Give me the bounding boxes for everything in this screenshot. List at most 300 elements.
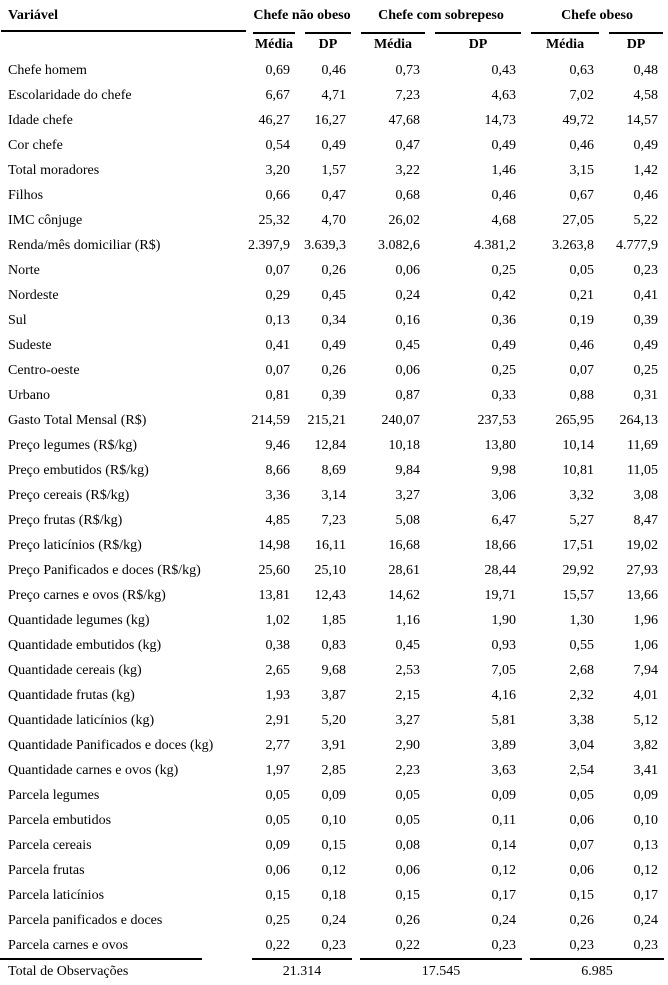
- value-cell: 19,02: [626, 537, 659, 553]
- value-cell: 0,49: [321, 137, 347, 153]
- value-cell: 3,87: [321, 687, 347, 703]
- value-cell: 29,92: [562, 562, 595, 578]
- value-cell: 1,90: [491, 612, 517, 628]
- value-cell: 0,49: [491, 337, 517, 353]
- table-row: [0, 533, 668, 558]
- value-cell: 0,08: [395, 837, 421, 853]
- value-cell: 0,29: [265, 287, 290, 303]
- variable-label: Centro-oeste: [8, 362, 80, 378]
- value-cell: 0,68: [395, 187, 421, 203]
- value-cell: 0,67: [569, 187, 595, 203]
- value-cell: 0,25: [633, 362, 659, 378]
- variable-label: Idade chefe: [8, 112, 73, 128]
- value-cell: 27,93: [626, 562, 659, 578]
- table-row: [0, 908, 668, 933]
- table-row: [0, 758, 668, 783]
- value-cell: 0,12: [321, 862, 347, 878]
- value-cell: 13,80: [484, 437, 517, 453]
- value-cell: 0,46: [569, 337, 595, 353]
- value-cell: 17,51: [562, 537, 595, 553]
- value-cell: 240,07: [381, 412, 421, 428]
- value-cell: 0,54: [265, 137, 290, 153]
- value-cell: 0,17: [491, 887, 517, 903]
- value-cell: 0,09: [633, 787, 659, 803]
- value-cell: 0,31: [633, 387, 659, 403]
- value-cell: 4.381,2: [474, 237, 517, 253]
- value-cell: 14,62: [388, 587, 421, 603]
- value-cell: 7,02: [569, 87, 595, 103]
- value-cell: 0,15: [321, 837, 347, 853]
- variable-label: Quantidade carnes e ovos (kg): [8, 762, 179, 778]
- subheader-dp-1: DP: [300, 32, 356, 58]
- value-cell: 1,85: [321, 612, 347, 628]
- value-cell: 5,81: [491, 712, 517, 728]
- value-cell: 14,98: [258, 537, 290, 553]
- value-cell: 265,95: [555, 412, 595, 428]
- value-cell: 13,81: [258, 587, 290, 603]
- table-row: [0, 458, 668, 483]
- value-cell: 1,06: [633, 637, 659, 653]
- value-cell: 0,22: [395, 937, 421, 953]
- value-cell: 2,90: [395, 737, 421, 753]
- value-cell: 0,07: [569, 837, 595, 853]
- value-cell: 0,93: [491, 637, 517, 653]
- value-cell: 4,70: [321, 212, 347, 228]
- value-cell: 0,06: [265, 862, 290, 878]
- value-cell: 7,23: [395, 87, 421, 103]
- value-cell: 2,68: [569, 662, 595, 678]
- value-cell: 4,68: [491, 212, 517, 228]
- value-cell: 2,23: [395, 762, 421, 778]
- value-cell: 2,32: [569, 687, 595, 703]
- observations-label: Total de Observações: [0, 958, 248, 985]
- value-cell: 0,12: [491, 862, 517, 878]
- value-cell: 28,61: [388, 562, 421, 578]
- value-cell: 0,47: [321, 187, 347, 203]
- variable-label: Filhos: [8, 187, 44, 203]
- value-cell: 3,08: [633, 487, 659, 503]
- value-cell: 2,53: [395, 662, 421, 678]
- value-cell: 47,68: [388, 112, 421, 128]
- value-cell: 3,89: [491, 737, 517, 753]
- variable-label: Gasto Total Mensal (R$): [8, 412, 147, 428]
- value-cell: 9,98: [491, 462, 517, 478]
- value-cell: 3,27: [395, 487, 421, 503]
- value-cell: 0,21: [569, 287, 595, 303]
- value-cell: 0,06: [569, 862, 595, 878]
- value-cell: 0,09: [491, 787, 517, 803]
- value-cell: 0,14: [491, 837, 517, 853]
- table-row: [0, 208, 668, 233]
- value-cell: 0,49: [633, 137, 659, 153]
- value-cell: 28,44: [484, 562, 517, 578]
- value-cell: 3,15: [569, 162, 595, 178]
- value-cell: 26,02: [388, 212, 421, 228]
- value-cell: 0,11: [492, 812, 517, 828]
- value-cell: 0,12: [633, 862, 659, 878]
- value-cell: 0,45: [395, 337, 421, 353]
- group-header-obeso: Chefe obeso: [561, 8, 633, 23]
- value-cell: 8,69: [321, 462, 347, 478]
- value-cell: 0,63: [569, 62, 595, 78]
- table-row: [0, 108, 668, 133]
- value-cell: 8,66: [265, 462, 290, 478]
- variable-label: Quantidade Panificados e doces (kg): [8, 737, 214, 753]
- value-cell: 3.082,6: [378, 237, 421, 253]
- table-row: [0, 633, 668, 658]
- value-cell: 1,57: [321, 162, 347, 178]
- value-cell: 0,06: [395, 262, 421, 278]
- value-cell: 25,10: [314, 562, 347, 578]
- value-cell: 0,25: [265, 912, 290, 928]
- value-cell: 3,04: [569, 737, 595, 753]
- value-cell: 0,48: [633, 62, 659, 78]
- value-cell: 5,27: [569, 512, 595, 528]
- value-cell: 2,91: [265, 712, 290, 728]
- value-cell: 0,22: [265, 937, 290, 953]
- value-cell: 3,22: [395, 162, 421, 178]
- variable-label: Preço Panificados e doces (R$/kg): [8, 562, 201, 578]
- value-cell: 10,18: [388, 437, 421, 453]
- observations-row: [0, 958, 668, 985]
- variable-label: Parcela laticínios: [8, 887, 105, 903]
- value-cell: 11,69: [627, 437, 659, 453]
- value-cell: 0,34: [321, 312, 347, 328]
- variable-label: Preço frutas (R$/kg): [8, 512, 123, 528]
- variable-label: Preço laticínios (R$/kg): [8, 537, 142, 553]
- value-cell: 0,18: [321, 887, 347, 903]
- observations-count-obeso: 6.985: [526, 958, 668, 985]
- table-row: [0, 933, 668, 958]
- value-cell: 4.777,9: [616, 237, 659, 253]
- value-cell: 2,77: [265, 737, 290, 753]
- value-cell: 0,39: [633, 312, 659, 328]
- table-row: [0, 883, 668, 908]
- value-cell: 0,23: [321, 937, 347, 953]
- value-cell: 264,13: [619, 412, 659, 428]
- value-cell: 215,21: [307, 412, 347, 428]
- value-cell: 0,46: [569, 137, 595, 153]
- value-cell: 15,57: [562, 587, 595, 603]
- value-cell: 0,41: [265, 337, 290, 353]
- variable-label: Quantidade cereais (kg): [8, 662, 142, 678]
- value-cell: 5,08: [395, 512, 421, 528]
- value-cell: 2,65: [265, 662, 290, 678]
- value-cell: 0,06: [395, 362, 421, 378]
- value-cell: 3.263,8: [552, 237, 595, 253]
- subheader-dp-3: DP: [604, 32, 668, 58]
- value-cell: 0,23: [569, 937, 595, 953]
- value-cell: 14,57: [626, 112, 659, 128]
- variable-label: Parcela panificados e doces: [8, 912, 163, 928]
- variable-label: Quantidade embutidos (kg): [8, 637, 162, 653]
- value-cell: 4,71: [321, 87, 347, 103]
- variable-label: Parcela cereais: [8, 837, 92, 853]
- subheader-row: [0, 32, 668, 58]
- table-row: [0, 283, 668, 308]
- variable-label: Total moradores: [8, 162, 100, 178]
- value-cell: 3,91: [321, 737, 347, 753]
- variable-label: Parcela carnes e ovos: [8, 937, 129, 953]
- value-cell: 0,09: [265, 837, 290, 853]
- value-cell: 0,23: [633, 937, 659, 953]
- value-cell: 0,73: [395, 62, 421, 78]
- value-cell: 0,88: [569, 387, 595, 403]
- value-cell: 1,93: [265, 687, 290, 703]
- value-cell: 0,38: [265, 637, 290, 653]
- value-cell: 0,15: [265, 887, 290, 903]
- value-cell: 0,07: [265, 262, 290, 278]
- value-cell: 1,16: [395, 612, 421, 628]
- value-cell: 0,43: [491, 62, 517, 78]
- value-cell: 3,41: [633, 762, 659, 778]
- value-cell: 25,32: [258, 212, 290, 228]
- value-cell: 0,26: [569, 912, 595, 928]
- value-cell: 0,46: [321, 62, 347, 78]
- value-cell: 0,42: [491, 287, 517, 303]
- value-cell: 4,16: [491, 687, 517, 703]
- value-cell: 1,96: [633, 612, 659, 628]
- value-cell: 9,84: [395, 462, 421, 478]
- value-cell: 0,17: [633, 887, 659, 903]
- group-header-row: [0, 0, 668, 32]
- value-cell: 0,87: [395, 387, 421, 403]
- value-cell: 0,07: [265, 362, 290, 378]
- variable-label: Parcela legumes: [8, 787, 100, 803]
- variable-label: Nordeste: [8, 287, 59, 303]
- value-cell: 1,02: [265, 612, 290, 628]
- value-cell: 46,27: [258, 112, 290, 128]
- value-cell: 0,07: [569, 362, 595, 378]
- observations-count-nao-obeso: 21.314: [248, 958, 356, 985]
- table-row: [0, 333, 668, 358]
- value-cell: 3,82: [633, 737, 659, 753]
- value-cell: 0,23: [491, 937, 517, 953]
- table-row: [0, 408, 668, 433]
- value-cell: 14,73: [484, 112, 517, 128]
- table-row: [0, 233, 668, 258]
- table-row: [0, 808, 668, 833]
- value-cell: 0,05: [395, 787, 421, 803]
- value-cell: 0,41: [633, 287, 659, 303]
- value-cell: 12,84: [314, 437, 347, 453]
- variable-label: Preço embutidos (R$/kg): [8, 462, 149, 478]
- table-row: [0, 158, 668, 183]
- value-cell: 0,47: [395, 137, 421, 153]
- value-cell: 0,13: [633, 837, 659, 853]
- value-cell: 4,63: [491, 87, 517, 103]
- variable-label: Preço cereais (R$/kg): [8, 487, 130, 503]
- value-cell: 12,43: [314, 587, 347, 603]
- value-cell: 0,49: [321, 337, 347, 353]
- value-cell: 4,58: [633, 87, 659, 103]
- value-cell: 10,14: [562, 437, 595, 453]
- value-cell: 0,26: [321, 262, 347, 278]
- value-cell: 0,45: [321, 287, 347, 303]
- value-cell: 3,06: [491, 487, 517, 503]
- value-cell: 0,05: [265, 812, 290, 828]
- value-cell: 0,05: [395, 812, 421, 828]
- value-cell: 0,39: [321, 387, 347, 403]
- value-cell: 0,06: [569, 812, 595, 828]
- value-cell: 0,25: [491, 262, 517, 278]
- table-row: [0, 133, 668, 158]
- table-row: [0, 708, 668, 733]
- value-cell: 0,66: [265, 187, 290, 203]
- value-cell: 8,47: [633, 512, 659, 528]
- variable-label: Urbano: [8, 387, 50, 403]
- value-cell: 0,10: [633, 812, 659, 828]
- value-cell: 2.397,9: [248, 237, 290, 253]
- table-row: [0, 183, 668, 208]
- value-cell: 6,47: [491, 512, 517, 528]
- value-cell: 6,67: [265, 87, 290, 103]
- value-cell: 0,10: [321, 812, 347, 828]
- table-row: [0, 308, 668, 333]
- value-cell: 0,55: [569, 637, 595, 653]
- table-row: [0, 508, 668, 533]
- value-cell: 0,19: [569, 312, 595, 328]
- value-cell: 49,72: [562, 112, 595, 128]
- variable-label: Parcela frutas: [8, 862, 85, 878]
- value-cell: 0,24: [491, 912, 517, 928]
- value-cell: 0,05: [569, 262, 595, 278]
- value-cell: 3,20: [265, 162, 290, 178]
- value-cell: 0,26: [395, 912, 421, 928]
- value-cell: 5,12: [633, 712, 659, 728]
- value-cell: 16,27: [314, 112, 347, 128]
- table-row: [0, 383, 668, 408]
- table-row: [0, 558, 668, 583]
- value-cell: 2,54: [569, 762, 595, 778]
- value-cell: 0,15: [569, 887, 595, 903]
- value-cell: 2,85: [321, 762, 347, 778]
- value-cell: 0,24: [395, 287, 421, 303]
- value-cell: 13,66: [626, 587, 659, 603]
- value-cell: 0,46: [491, 187, 517, 203]
- value-cell: 214,59: [251, 412, 290, 428]
- table-row: [0, 683, 668, 708]
- value-cell: 0,36: [491, 312, 517, 328]
- table-row: [0, 833, 668, 858]
- table-row: [0, 658, 668, 683]
- value-cell: 3,14: [321, 487, 347, 503]
- value-cell: 0,46: [633, 187, 659, 203]
- table-row: [0, 258, 668, 283]
- variable-label: Quantidade laticínios (kg): [8, 712, 155, 728]
- value-cell: 10,81: [562, 462, 595, 478]
- value-cell: 16,11: [315, 537, 347, 553]
- subheader-media-3: Média: [526, 32, 604, 58]
- table-footer: [0, 958, 668, 985]
- value-cell: 3,63: [491, 762, 517, 778]
- value-cell: 5,22: [633, 212, 659, 228]
- table-row: [0, 83, 668, 108]
- value-cell: 0,05: [569, 787, 595, 803]
- table-header: [0, 0, 668, 58]
- value-cell: 0,05: [265, 787, 290, 803]
- value-cell: 0,49: [633, 337, 659, 353]
- value-cell: 3.639,3: [304, 237, 347, 253]
- value-cell: 1,42: [633, 162, 659, 178]
- variable-label: IMC cônjuge: [8, 212, 83, 228]
- value-cell: 0,45: [395, 637, 421, 653]
- value-cell: 1,46: [491, 162, 517, 178]
- value-cell: 0,13: [265, 312, 290, 328]
- table-row: [0, 483, 668, 508]
- observations-count-sobrepeso: 17.545: [356, 958, 526, 985]
- table-row: [0, 58, 668, 83]
- value-cell: 9,46: [265, 437, 290, 453]
- table-body: [0, 58, 668, 958]
- variable-label: Sudeste: [8, 337, 52, 353]
- value-cell: 1,97: [265, 762, 290, 778]
- table-row: [0, 358, 668, 383]
- subheader-spacer: [0, 32, 248, 58]
- value-cell: 0,15: [395, 887, 421, 903]
- value-cell: 11,05: [627, 462, 659, 478]
- value-cell: 237,53: [477, 412, 517, 428]
- variable-label: Chefe homem: [8, 62, 87, 78]
- value-cell: 2,15: [395, 687, 421, 703]
- value-cell: 0,09: [321, 787, 347, 803]
- value-cell: 1,30: [569, 612, 595, 628]
- variable-label: Preço legumes (R$/kg): [8, 437, 138, 453]
- value-cell: 0,69: [265, 62, 290, 78]
- value-cell: 7,05: [491, 662, 517, 678]
- value-cell: 27,05: [562, 212, 595, 228]
- value-cell: 0,33: [491, 387, 517, 403]
- variable-label: Norte: [8, 262, 40, 278]
- value-cell: 18,66: [484, 537, 517, 553]
- table-row: [0, 583, 668, 608]
- subheader-media-1: Média: [248, 32, 300, 58]
- value-cell: 0,06: [395, 862, 421, 878]
- value-cell: 7,23: [321, 512, 347, 528]
- value-cell: 0,16: [395, 312, 421, 328]
- variable-label: Parcela embutidos: [8, 812, 112, 828]
- column-header-variable: Variável: [0, 0, 248, 32]
- variable-label: Quantidade frutas (kg): [8, 687, 135, 703]
- group-header-nao-obeso: Chefe não obeso: [253, 8, 351, 23]
- subheader-dp-2: DP: [430, 32, 526, 58]
- value-cell: 4,85: [265, 512, 290, 528]
- variable-label: Preço carnes e ovos (R$/kg): [8, 587, 166, 603]
- value-cell: 0,25: [491, 362, 517, 378]
- subheader-media-2: Média: [356, 32, 430, 58]
- variable-label: Cor chefe: [8, 137, 63, 153]
- value-cell: 25,60: [258, 562, 290, 578]
- group-header-sobrepeso: Chefe com sobrepeso: [378, 8, 504, 23]
- value-cell: 0,24: [321, 912, 347, 928]
- value-cell: 3,27: [395, 712, 421, 728]
- value-cell: 19,71: [484, 587, 517, 603]
- variable-label: Escolaridade do chefe: [8, 87, 132, 103]
- value-cell: 0,49: [491, 137, 517, 153]
- table-row: [0, 783, 668, 808]
- value-cell: 7,94: [633, 662, 659, 678]
- value-cell: 0,81: [265, 387, 290, 403]
- value-cell: 4,01: [633, 687, 659, 703]
- value-cell: 0,26: [321, 362, 347, 378]
- value-cell: 9,68: [321, 662, 347, 678]
- value-cell: 5,20: [321, 712, 347, 728]
- value-cell: 3,32: [569, 487, 595, 503]
- table-row: [0, 733, 668, 758]
- value-cell: 3,38: [569, 712, 595, 728]
- variable-label: Renda/mês domiciliar (R$): [8, 237, 161, 253]
- table-row: [0, 858, 668, 883]
